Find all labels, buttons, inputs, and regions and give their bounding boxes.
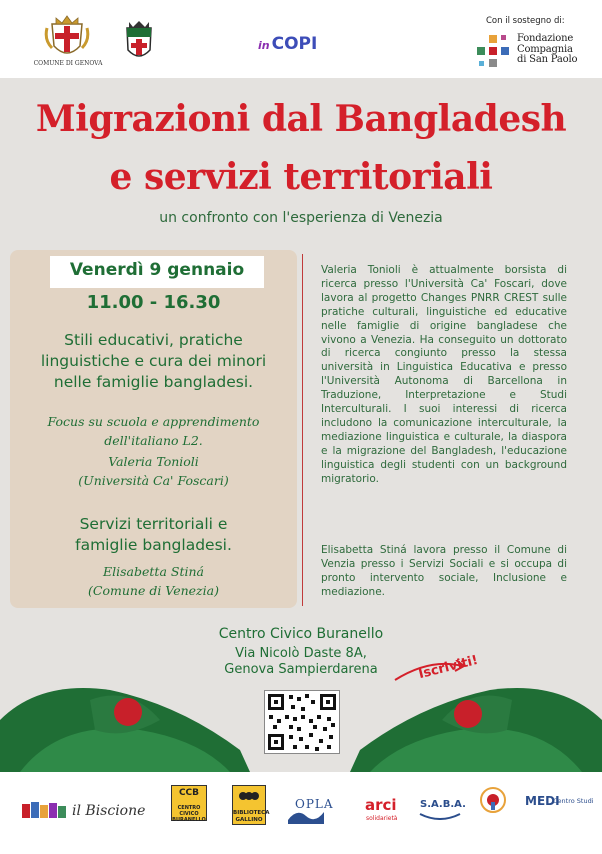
ccb-label: CCB	[178, 788, 200, 798]
talk2-title	[10, 514, 297, 556]
incopi-name: COPI	[271, 34, 318, 54]
medi-sub-label: Centro Studi	[553, 797, 594, 805]
talk1-focus	[10, 412, 297, 450]
talk1-speaker	[10, 452, 297, 490]
foundation-line2: Compagnia	[517, 43, 573, 55]
arci-label: arci	[365, 796, 397, 814]
talk1-title-line2: linguistiche e cura dei minori	[40, 352, 267, 370]
talk2-speaker	[10, 562, 297, 600]
venue-address-line2: Genova Sampierdarena	[224, 662, 378, 677]
talk1-title-line3: nelle famiglie bangladesi.	[53, 373, 254, 391]
medi-label: MEDI	[525, 794, 560, 808]
event-date: Venerdì 9 gennaio	[69, 260, 245, 280]
title-line-2: e servizi territoriali	[109, 156, 493, 198]
saba-label: S.A.B.A.	[420, 799, 466, 810]
iscriviti-label: Iscriviti!	[417, 652, 480, 683]
foundation-line1: Fondazione	[517, 33, 574, 44]
round-badge-logo-icon	[479, 786, 507, 814]
biblioteca-icon	[238, 788, 260, 804]
talk1-focus-line1: Focus su scuola e apprendimento	[47, 414, 260, 429]
talk1-speaker-name: Valeria Tonioli	[108, 454, 199, 469]
incopi-prefix: in	[258, 39, 270, 52]
talk1-speaker-affiliation: (Università Ca' Foscari)	[78, 473, 229, 488]
biblioteca-label: BIBLIOTECA GALLINO	[233, 810, 270, 823]
qr-code-icon[interactable]	[264, 690, 340, 754]
arci-sub-label: solidarietà	[366, 815, 398, 822]
bio-tonioli: Valeria Tonioli è attualmente borsista di ricerca presso l'Università Ca' Foscari, dove lavora al progetto Changes PNRR CREST sulle pratiche culturali, linguistiche ed educative nelle famiglie di origine bangladese che vivono a Venezia. Ha conseguito un dottorato di ricerca congiunto presso la stessa università in Linguistica Educativa e presso l'Università Autonoma di Barcellona in Traduzione, Interpretazione e Studi Interculturali. I suoi interessi di ricerca includono la comunicazione interculturale, la mediazione linguistica e culturale, la diaspora e la migrazione del Bangladesh, l'educazione linguistica degli studenti con un background migratorio.	[321, 264, 567, 485]
bio-stina: Elisabetta Stiná lavora presso il Comune di Venzia presso i Servizi Sociali e si occupa di pronto intervento sociale, Inclusione e mediazione.	[321, 544, 567, 598]
foundation-name	[517, 34, 577, 66]
event-time: 11.00 - 16.30	[86, 292, 221, 313]
opla-label: OPLA	[295, 797, 334, 811]
venue-address-line1: Via Nicolò Daste 8A,	[235, 646, 367, 661]
ccb-sub-label: CENTRO CIVICO BURANELLO	[172, 805, 206, 823]
talk1-title	[10, 330, 297, 393]
panel-divider	[302, 254, 303, 606]
biscione-logo-icon	[22, 800, 68, 820]
incopi-logo	[258, 34, 317, 54]
sampierdarena-crest-icon	[121, 20, 157, 64]
venue-name: Centro Civico Buranello	[218, 626, 384, 642]
compagnia-logo-icon	[476, 34, 512, 70]
title-line-1: Migrazioni dal Bangladesh	[35, 98, 567, 140]
talk2-speaker-affiliation: (Comune di Venezia)	[88, 583, 219, 598]
talk1-focus-line2: dell'italiano L2.	[104, 433, 203, 448]
talk1-title-line1: Stili educativi, pratiche	[64, 331, 243, 349]
genova-crest-icon	[44, 14, 90, 62]
foundation-line3: di San Paolo	[517, 54, 578, 65]
talk2-title-line1: Servizi territoriali e	[79, 515, 228, 533]
biscione-label: il Biscione	[72, 803, 146, 819]
talk2-title-line2: famiglie bangladesi.	[75, 536, 232, 554]
support-label: Con il sostegno di:	[486, 16, 565, 26]
comune-label: COMUNE DI GENOVA	[33, 60, 103, 67]
talk2-speaker-name: Elisabetta Stiná	[103, 564, 204, 579]
subtitle: un confronto con l'esperienza di Venezia	[159, 210, 443, 226]
